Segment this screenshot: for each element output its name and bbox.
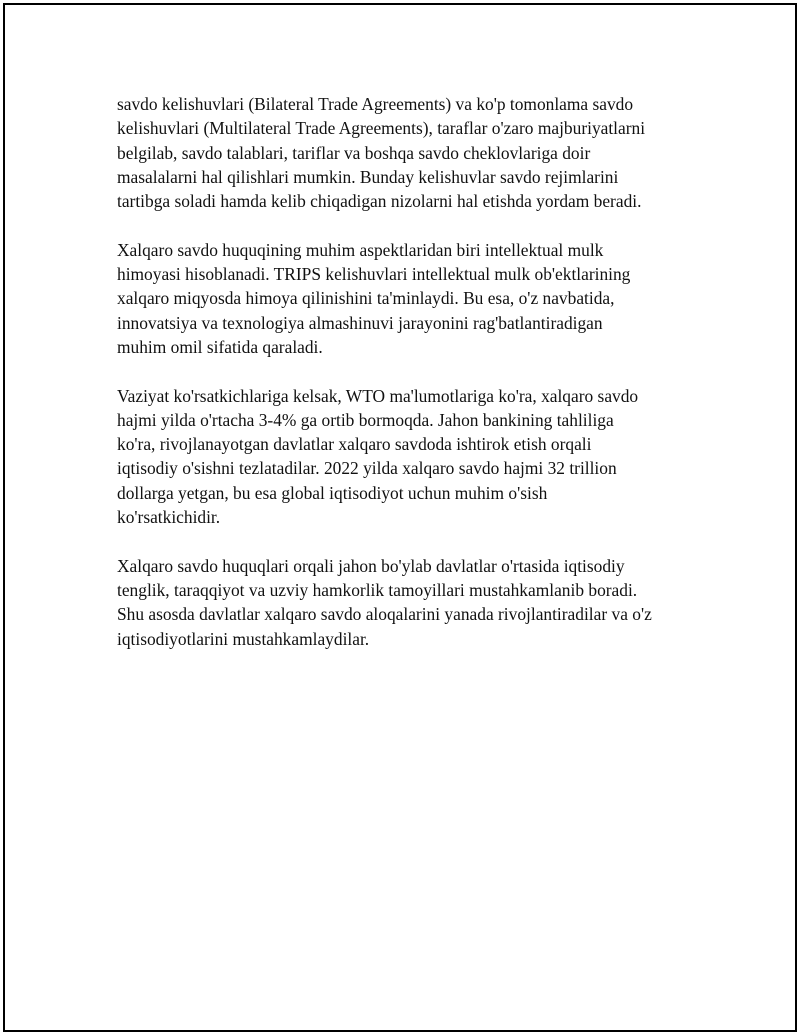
text-line: iqtisodiyotlarini mustahkamlaydilar. [117, 628, 370, 649]
text-line: tenglik, taraqqiyot va uzviy hamkorlik tamoyillari mustahkamlanib boradi. [117, 579, 638, 600]
text-line: himoyasi hisoblanadi. TRIPS kelishuvlari intellektual mulk ob'ektlarining [117, 264, 631, 285]
text-line: xalqaro miqyosda himoya qilinishini ta'minlaydi. Bu esa, o'z navbatida, [117, 288, 615, 309]
text-line: Xalqaro savdo huquqining muhim aspektlaridan biri intellektual mulk [117, 239, 604, 260]
text-line: muhim omil sifatida qaraladi. [117, 336, 323, 357]
document-body [117, 92, 697, 675]
text-line: ko'ra, rivojlanayotgan davlatlar xalqaro savdoda ishtirok etish orqali [117, 434, 592, 455]
text-line: Xalqaro savdo huquqlari orqali jahon bo'ylab davlatlar o'rtasida iqtisodiy [117, 555, 625, 576]
text-line: masalalarni hal qilishlari mumkin. Bunday kelishuvlar savdo rejimlarini [117, 166, 619, 187]
paragraph-intellectual-property [117, 238, 697, 359]
text-line: Shu asosda davlatlar xalqaro savdo aloqalarini yanada rivojlantiradilar va o'z [117, 604, 652, 625]
text-line: iqtisodiy o'sishni tezlatadilar. 2022 yilda xalqaro savdo hajmi 32 trillion [117, 458, 617, 479]
text-line: tartibga soladi hamda kelib chiqadigan nizolarni hal etishda yordam beradi. [117, 191, 642, 212]
text-line: hajmi yilda o'rtacha 3-4% ga ortib bormoqda. Jahon bankining tahliliga [117, 409, 614, 430]
text-line: Vaziyat ko'rsatkichlariga kelsak, WTO ma'lumotlariga ko'ra, xalqaro savdo [117, 385, 639, 406]
text-line: savdo kelishuvlari (Bilateral Trade Agreements) va ko'p tomonlama savdo [117, 94, 634, 114]
paragraph-conclusion [117, 554, 697, 651]
text-line: kelishuvlari (Multilateral Trade Agreements), taraflar o'zaro majburiyatlarni [117, 118, 646, 139]
text-line: belgilab, savdo talablari, tariflar va boshqa savdo cheklovlariga doir [117, 142, 591, 163]
paragraph-trade-indicators [117, 384, 697, 530]
text-line: innovatsiya va texnologiya almashinuvi jarayonini rag'batlantiradigan [117, 312, 603, 333]
paragraph-trade-agreements [117, 92, 697, 213]
text-line: ko'rsatkichidir. [117, 507, 221, 528]
text-line: dollarga yetgan, bu esa global iqtisodiyot uchun muhim o'sish [117, 482, 548, 503]
